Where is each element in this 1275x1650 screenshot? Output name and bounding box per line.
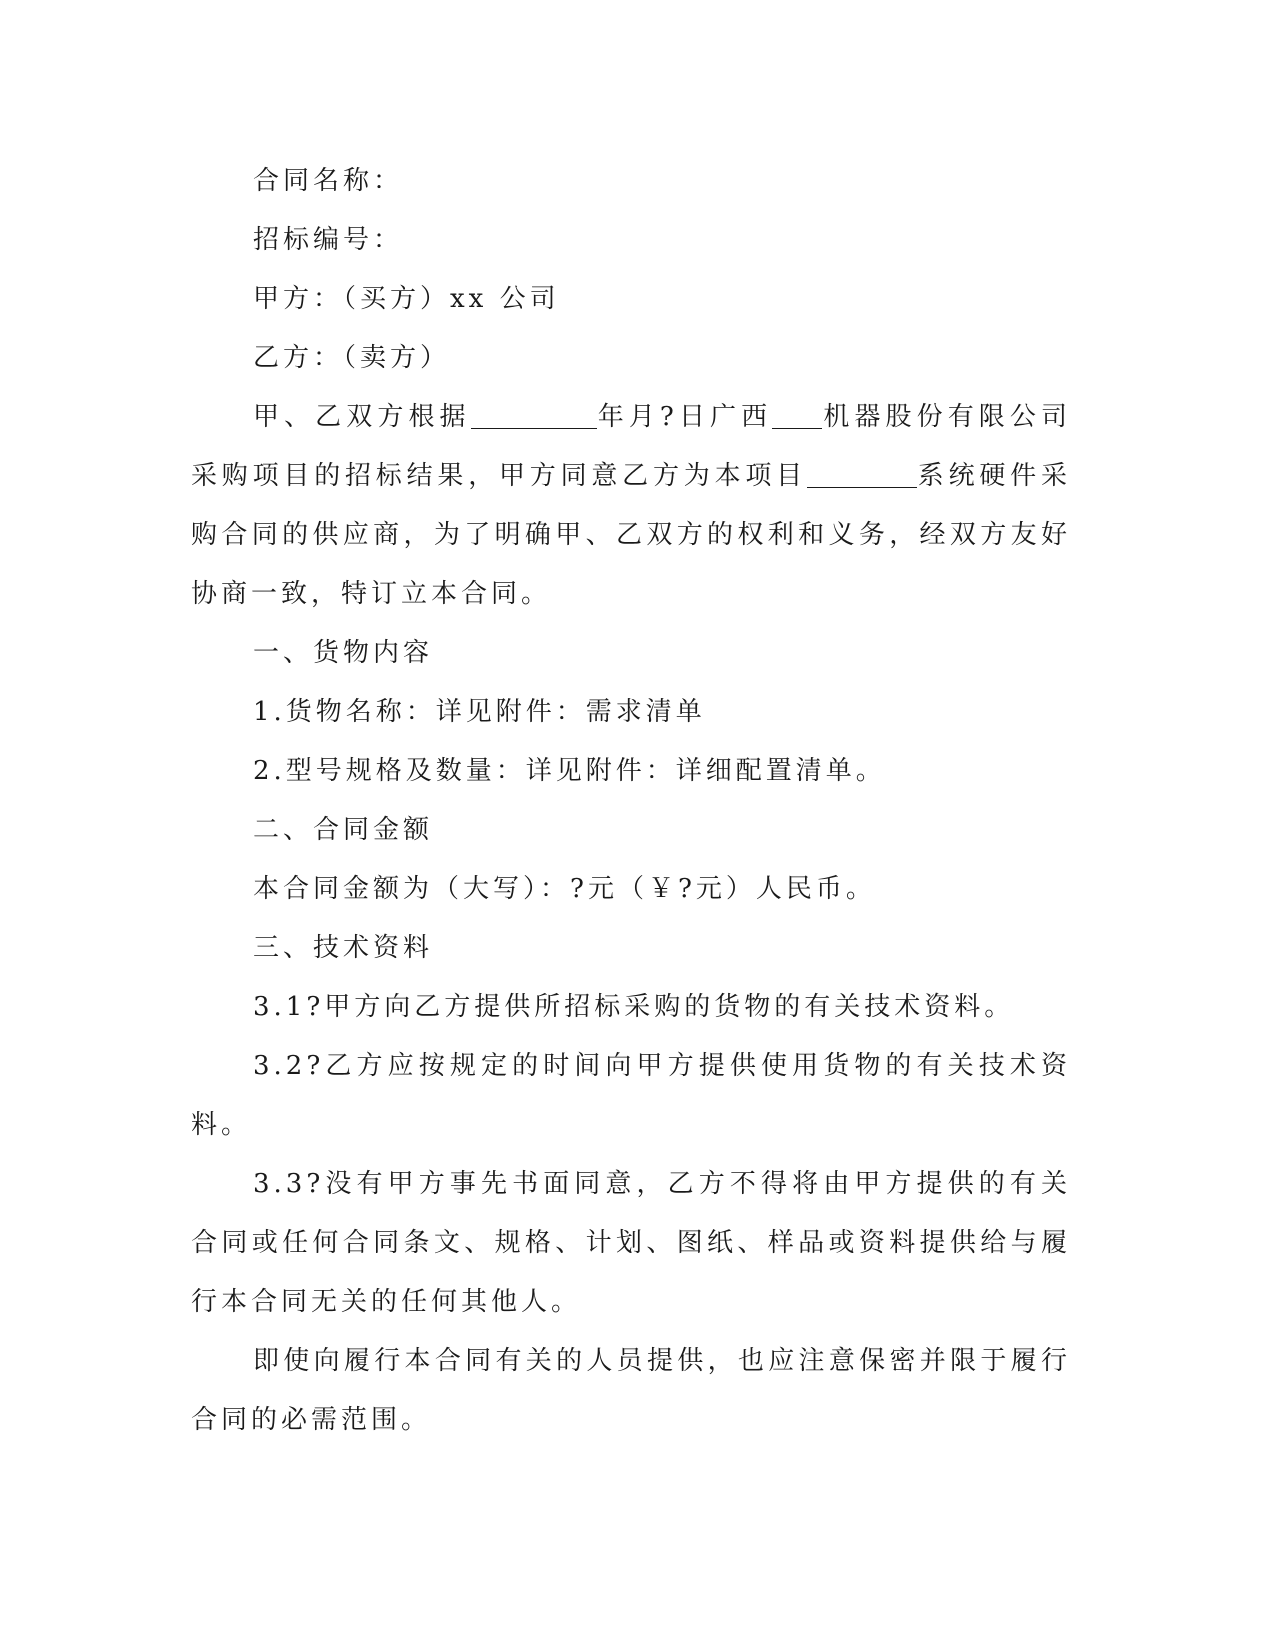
tender-number-label: 招标编号： <box>253 225 404 255</box>
party-b: 乙方：（卖方） <box>253 343 451 373</box>
blank-project <box>807 461 917 488</box>
section1-title: 一、货物内容 <box>253 638 434 668</box>
section3-item1: 3.1?甲方向乙方提供所招标采购的货物的有关技术资料。 <box>253 992 1015 1022</box>
document-body <box>191 152 1071 1450</box>
intro-text-4: 系统硬件采购合同的供应商，为了明确甲、乙双方的权利和义务，经双方友好协商一致，特订立本合同。 <box>191 461 1071 609</box>
section1-item2: 2.型号规格及数量：详见附件：详细配置清单。 <box>253 756 886 786</box>
section1-item1: 1.货物名称：详见附件：需求清单 <box>253 697 706 727</box>
section3-item3: 3.3?没有甲方事先书面同意，乙方不得将由甲方提供的有关合同或任何合同条文、规格、计划、图纸、样品或资料提供给与履行本合同无关的任何其他人。 <box>191 1169 1071 1317</box>
section3-item4: 即使向履行本合同有关的人员提供，也应注意保密并限于履行合同的必需范围。 <box>191 1346 1071 1435</box>
blank-company <box>772 402 822 429</box>
intro-paragraph <box>191 388 1071 624</box>
contract-name-label: 合同名称： <box>253 166 404 196</box>
intro-text-3: 机器股份有限公司采购项目的招标结果，甲方同意乙方为本项目 <box>191 402 1071 491</box>
section2-text: 本合同金额为（大写）：?元（￥?元）人民币。 <box>253 874 876 904</box>
section3-item2: 3.2?乙方应按规定的时间向甲方提供使用货物的有关技术资料。 <box>191 1051 1071 1140</box>
party-a: 甲方：（买方）xx 公司 <box>253 284 560 314</box>
section3-title: 三、技术资料 <box>253 933 434 963</box>
section2-title: 二、合同金额 <box>253 815 434 845</box>
intro-text-2: 年月?日广西 <box>596 402 773 432</box>
blank-date <box>471 402 597 429</box>
intro-text-1: 甲、乙双方根据 <box>253 402 471 432</box>
